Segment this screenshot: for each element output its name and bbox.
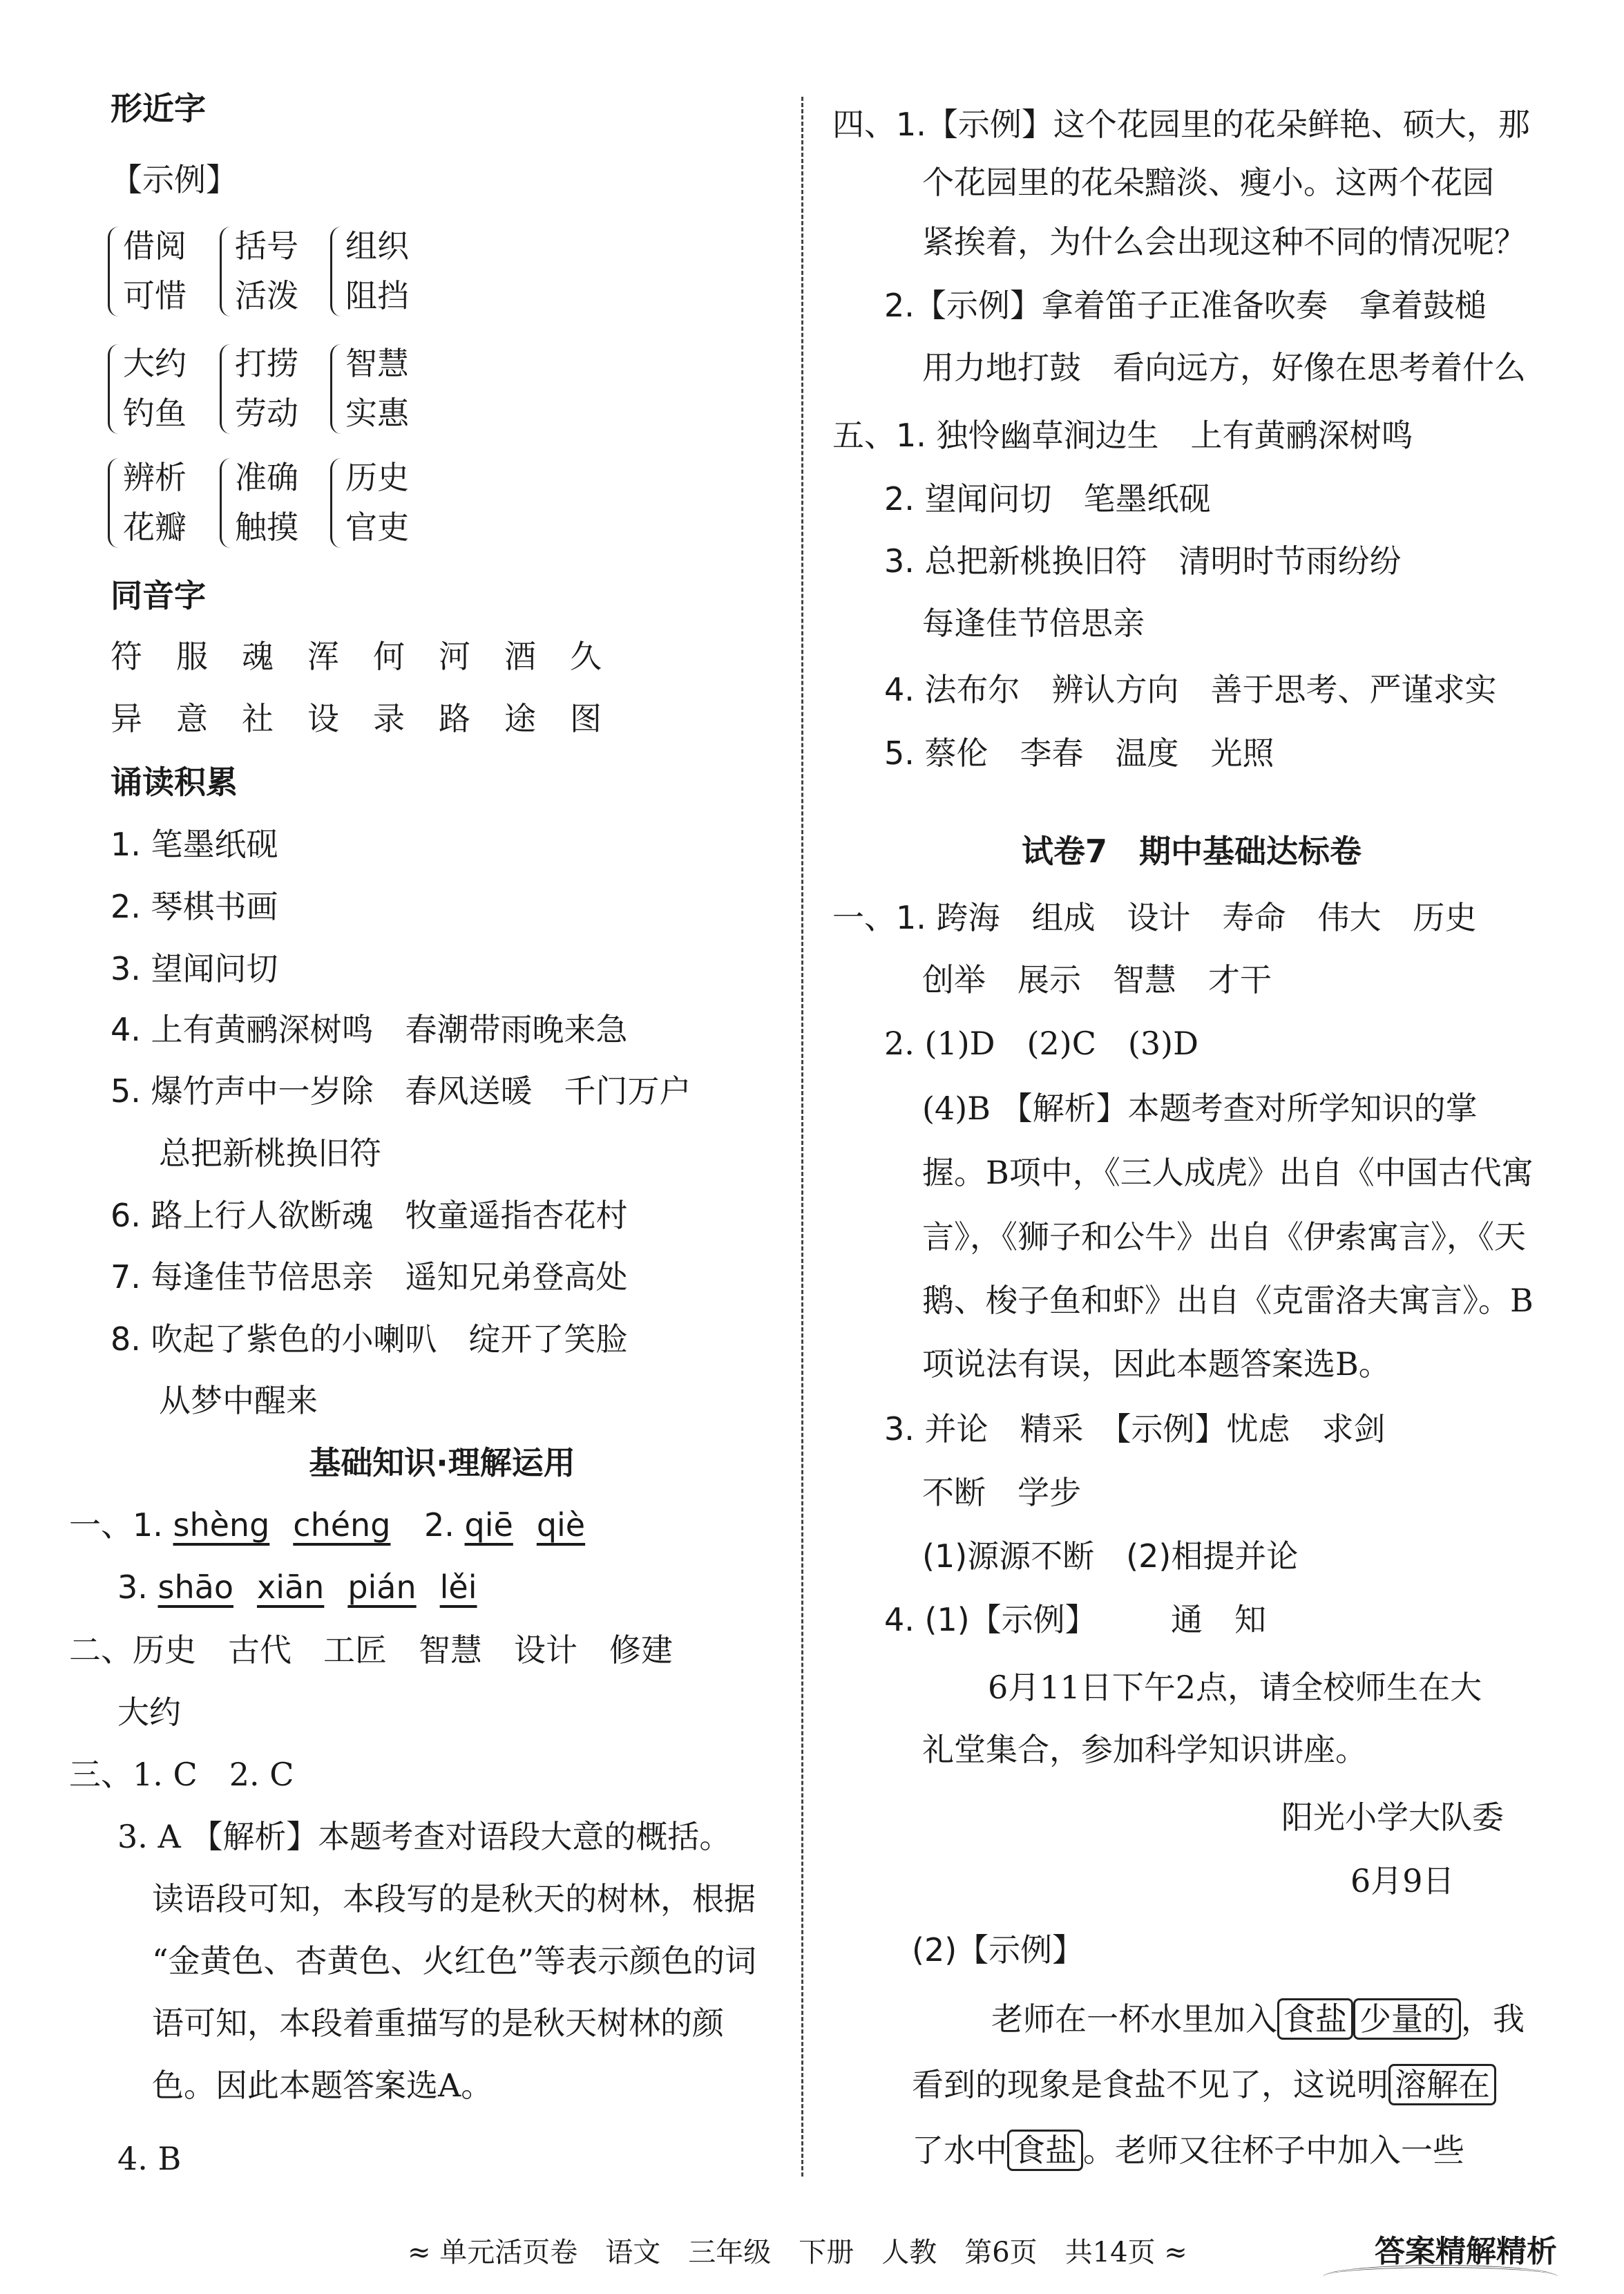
section-title-xingjinzi: 形近字: [111, 90, 206, 127]
t2-line-6: 项说法有误，因此本题答案选B。: [922, 1345, 1391, 1383]
t4-line-1: 4. (1)【示例】: [884, 1601, 1097, 1638]
t4-para-line-1: 老师在一杯水里加入 食盐 少量的 ，我: [991, 1997, 1525, 2041]
r-line-3: 紧挨着，为什么会出现这种不同的情况呢？: [922, 223, 1526, 260]
word-pair: 括号 活泼: [235, 221, 298, 321]
notice-signature: 阳光小学大队委: [1281, 1799, 1504, 1836]
q1-pinyin-line-1: 一、1. shèng chéng 2. qiē qiè: [69, 1506, 586, 1544]
boxed-word: 食盐: [1007, 2130, 1083, 2171]
q3-line-3: 读语段可知，本段写的是秋天的树林，根据: [152, 1880, 756, 1917]
recite-line-5: 5. 爆竹声中一岁除 春风送暖 千门万户: [111, 1072, 691, 1110]
section-title-jichu: 基础知识·理解运用: [309, 1444, 575, 1481]
r-line-4: 2.【示例】拿着笛子正准备吹奏 拿着鼓槌: [884, 287, 1487, 324]
boxed-word: 食盐: [1277, 1998, 1353, 2040]
section-title-tongyinzi: 同音字: [111, 577, 206, 614]
t2-line-2: (4)B 【解析】本题考查对所学知识的掌: [922, 1090, 1478, 1127]
r-line-9: 每逢佳节倍思亲: [922, 605, 1145, 642]
recite-line-1: 1. 笔墨纸砚: [111, 826, 278, 863]
r-line-2: 个花园里的花朵黯淡、瘦小。这两个花园: [922, 164, 1494, 201]
t3-line-1: 3. 并论 精采 【示例】忧虑 求剑: [884, 1410, 1386, 1448]
recite-line-7: 7. 每逢佳节倍思亲 遥知兄弟登高处: [111, 1258, 628, 1296]
word-pair: 辨析 花瓣: [123, 453, 187, 552]
word-pair: 借阅 可惜: [123, 221, 187, 321]
t1-line-2: 创举 展示 智慧 才干: [922, 961, 1272, 998]
wave-decoration: [1323, 2265, 1558, 2288]
recite-line-8: 8. 吹起了紫色的小喇叭 绽开了笑脸: [111, 1320, 628, 1358]
q3-line-1: 三、1. C 2. C: [69, 1756, 294, 1793]
r-line-10: 4. 法布尔 辨认方向 善于思考、严谨求实: [884, 671, 1497, 708]
page-footer: [0, 2224, 1624, 2279]
test-title: 试卷7 期中基础达标卷: [1021, 833, 1362, 870]
t4-line-2: (2)【示例】: [912, 1931, 1085, 1969]
word-pair: 组织 阻挡: [345, 221, 409, 321]
q3-line-6: 色。因此本题答案选A。: [152, 2067, 493, 2104]
recite-line-2: 2. 琴棋书画: [111, 888, 278, 925]
word-pair: 打捞 劳动: [235, 339, 298, 438]
recite-line-4: 4. 上有黄鹂深树鸣 春潮带雨晚来急: [111, 1011, 628, 1048]
r-line-11: 5. 蔡伦 李春 温度 光照: [884, 734, 1274, 772]
r-line-6: 五、1. 独怜幽草涧边生 上有黄鹂深树鸣: [832, 417, 1413, 454]
t4-para-line-2: 看到的现象是食盐不见了，这说明 溶解在: [912, 2063, 1496, 2107]
q2-line: 二、历史 古代 工匠 智慧 设计 修建: [69, 1631, 673, 1669]
q2-line-cont: 大约: [117, 1694, 181, 1731]
recite-line-3: 3. 望闻问切: [111, 950, 278, 987]
example-label: 【示例】: [111, 161, 238, 198]
recite-line-5-cont: 总把新桃换旧符: [159, 1135, 381, 1172]
column-divider: [801, 97, 803, 2177]
t2-line-5: 鹅、梭子鱼和虾》出自《克雷洛夫寓言》。B: [922, 1282, 1534, 1319]
q3-line-5: 语可知，本段着重描写的是秋天树林的颜: [152, 2004, 724, 2042]
notice-body-2: 礼堂集合，参加科学知识讲座。: [922, 1731, 1367, 1768]
word-pair: 智慧 实惠: [345, 339, 409, 438]
t1-line-1: 一、1. 跨海 组成 设计 寿命 伟大 历史: [832, 899, 1477, 936]
section-title-songdu: 诵读积累: [111, 764, 238, 801]
r-line-1: 四、1.【示例】这个花园里的花朵鲜艳、硕大，那: [832, 106, 1530, 143]
homophone-row-2: 异 意 社 设 录 路 途 图: [111, 700, 602, 737]
r-line-5: 用力地打鼓 看向远方，好像在思考着什么: [922, 349, 1526, 386]
q4-line: 4. B: [117, 2140, 182, 2177]
boxed-word: 少量的: [1353, 1998, 1461, 2040]
word-pair: 历史 官吏: [345, 453, 409, 552]
notice-title: 通 知: [1171, 1601, 1266, 1638]
q3-line-2: 3. A 【解析】本题考查对语段大意的概括。: [117, 1818, 732, 1855]
t4-para-line-3: 了水中 食盐 。老师又往杯子中加入一些: [912, 2128, 1464, 2172]
notice-body-1: 6月11日下午2点，请全校师生在大: [988, 1669, 1482, 1706]
word-pair: 大约 钓鱼: [123, 339, 187, 438]
footer-tag: 答案精解精析: [1375, 2234, 1557, 2269]
t3-line-3: (1)源源不断 (2)相提并论: [922, 1537, 1299, 1575]
word-pair: 准确 触摸: [235, 453, 298, 552]
t2-line-1: 2. (1)D (2)C (3)D: [884, 1025, 1198, 1062]
r-line-7: 2. 望闻问切 笔墨纸砚: [884, 480, 1211, 518]
t2-line-3: 握。B项中，《三人成虎》出自《中国古代寓: [922, 1154, 1534, 1191]
boxed-word: 溶解在: [1388, 2064, 1496, 2105]
recite-line-6: 6. 路上行人欲断魂 牧童遥指杏花村: [111, 1197, 628, 1234]
footer-text: ≈ 单元活页卷 语文 三年级 下册 人教 第6页 共14页 ≈: [408, 2237, 1187, 2268]
q3-line-4: “金黄色、杏黄色、火红色”等表示颜色的词: [152, 1942, 757, 1980]
t2-line-4: 言》，《狮子和公牛》出自《伊索寓言》，《天: [922, 1218, 1526, 1255]
q1-pinyin-line-2: 3. shāo xiān pián lěi: [117, 1568, 477, 1606]
homophone-row-1: 符 服 魂 浑 何 河 酒 久: [111, 638, 602, 675]
t3-line-2: 不断 学步: [922, 1474, 1081, 1511]
r-line-8: 3. 总把新桃换旧符 清明时节雨纷纷: [884, 542, 1402, 580]
recite-line-8-cont: 从梦中醒来: [159, 1382, 318, 1419]
notice-date: 6月9日: [1350, 1862, 1455, 1899]
